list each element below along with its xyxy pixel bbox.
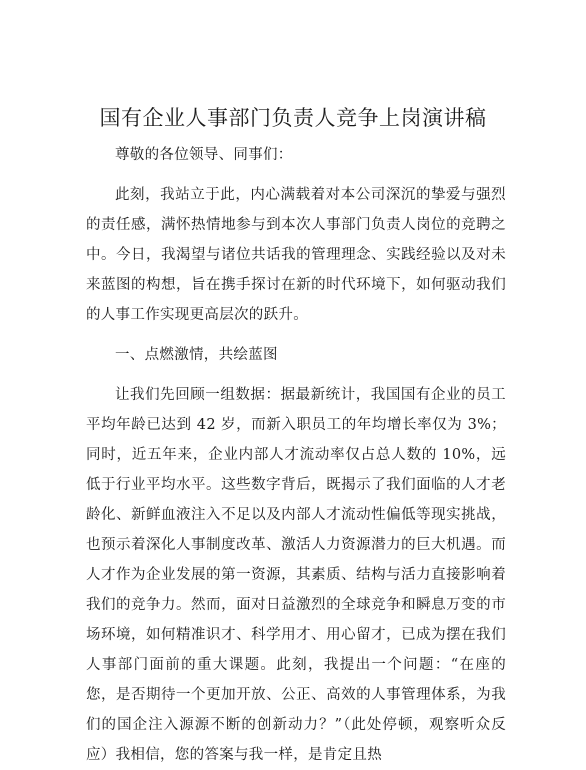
- salutation: 尊敬的各位领导、同事们：: [115, 147, 293, 163]
- intro-paragraph: 此刻，我站立于此，内心满载着对本公司深沉的挚爱与强烈的责任感，满怀热情地参与到本次人事部门负责人岗位的竞聘之中。今日，我渴望与诸位共话我的管理理念、实践经验以及对未来蓝图的构想，旨在携手探讨在新的时代环境下，如何驱动我们的人事工作实现更高层次的跃升。: [86, 187, 506, 323]
- document-body: [86, 140, 506, 770]
- document-title: 国有企业人事部门负责人竞争上岗演讲稿: [99, 106, 487, 130]
- section-heading: 一、点燃激情，共绘蓝图: [115, 347, 278, 363]
- section-paragraph: 让我们先回顾一组数据：据最新统计，我国国有企业的员工平均年龄已达到 42 岁，而新入职员工的年均增长率仅为 3%；同时，近五年来，企业内部人才流动率仅占总人数的 10%，远低于行业平均水平。这些数字背后，既揭示了我们面临的人才老龄化、新鲜血液注入不足以及内部人才流动性偏低等现实挑战，也预示着深化人事制度改革、激活人力资源潜力的巨大机遇。而人才作为企业发展的第一资源，其素质、结构与活力直接影响着我们的竞争力。然而，面对日益激烈的全球竞争和瞬息万变的市场环境，如何精准识才、科学用才、用心留才，已成为摆在我们人事部门面前的重大课题。此刻，我提出一个问题：“在座的您，是否期待一个更加开放、公正、高效的人事管理体系，为我们的国企注入源源不断的创新动力？”（此处停顿，观察听众反应）我相信，您的答案与我一样，是肯定且热: [86, 387, 506, 763]
